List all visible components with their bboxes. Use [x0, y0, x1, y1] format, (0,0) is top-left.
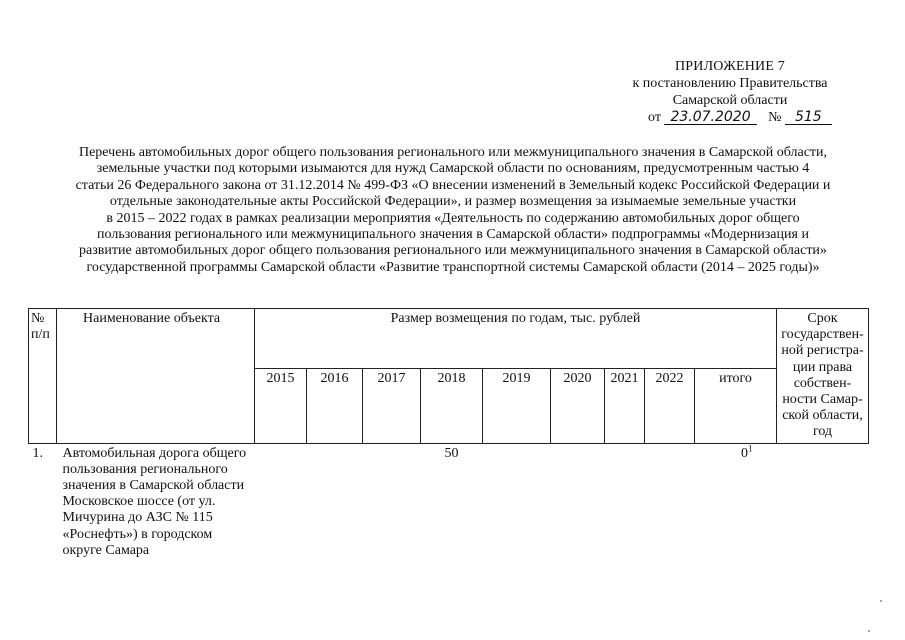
row-value-total — [695, 443, 777, 561]
header-row — [29, 309, 869, 369]
appendix-block — [600, 58, 860, 109]
title-line: государственной программы Самарской области «Развитие транспортной системы Самарской области (2014 – 2025 годы)» — [86, 259, 820, 275]
year-total-cell: итого — [695, 369, 777, 443]
title-line: отдельные законодательные акты Российской Федерации», и размер возмещения за изымаемые земельные участки — [109, 194, 797, 210]
footnote-mark: 1 — [748, 442, 753, 453]
row-value-2022 — [645, 443, 695, 561]
title-line: Перечень автомобильных дорог общего пользования регионального или межмуниципального значения в Самарской области, — [78, 145, 828, 160]
row-term — [777, 443, 869, 561]
scan-speck — [880, 600, 882, 602]
row-total-value: 0 — [741, 445, 748, 461]
header-name: Наименование объекта — [57, 309, 255, 444]
year-cell: 2015 — [255, 369, 307, 443]
header-term: Срок государствен-ной регистра-ции права собствен-ности Самар-ской области, год — [777, 309, 869, 444]
title-line: пользования регионального или межмуниципального значения в Самарской области» подпрограммы «Модернизация и — [97, 227, 809, 243]
resolution-number: 515 — [785, 110, 832, 125]
row-value-2021 — [605, 443, 645, 561]
row-value-2016 — [307, 443, 363, 561]
row-value-2019 — [483, 443, 551, 561]
appendix-title: ПРИЛОЖЕНИЕ 7 — [674, 59, 786, 74]
header-num: № п/п — [29, 309, 57, 444]
year-cell: 2018 — [421, 369, 483, 443]
row-num: 1. — [32, 445, 43, 461]
row-value-2020 — [551, 443, 605, 561]
year-cell: 2016 — [307, 369, 363, 443]
appendix-line-1: к постановлению Правительства — [632, 76, 828, 91]
header-compensation: Размер возмещения по годам, тыс. рублей — [255, 309, 777, 369]
year-cell: 2017 — [363, 369, 421, 443]
title-line: развитие автомобильных дорог общего пользования регионального или межмуниципального значения в Самарской области» — [79, 243, 827, 259]
document-title — [18, 145, 888, 276]
year-cell: 2020 — [551, 369, 605, 443]
title-line: в 2015 – 2022 годах в рамках реализации мероприятия «Деятельность по содержанию автомобильных дорог общего — [106, 210, 800, 226]
resolution-date: 23.07.2020 — [664, 110, 756, 125]
row-object-name: Автомобильная дорога общего пользования регионального значения в Самарской области Московское шоссе (от ул. Мичурина до АЗС № 115 «Роснефть») в городском округе Самара — [62, 445, 247, 558]
roads-table — [28, 308, 869, 561]
year-cell: 2021 — [605, 369, 645, 443]
row-value-2018: 50 — [444, 445, 459, 461]
row-value-2017 — [363, 443, 421, 561]
number-prefix: № — [768, 110, 782, 125]
table-row — [29, 443, 869, 561]
title-line: статьи 26 Федерального закона от 31.12.2014 № 499-ФЗ «О внесении изменений в Земельный кодекс Российской Федерации и — [75, 177, 831, 193]
appendix-line-2: Самарской области — [672, 93, 788, 108]
year-cell: 2022 — [645, 369, 695, 443]
resolution-date-number — [648, 110, 832, 126]
scan-speck — [868, 630, 870, 632]
row-value-2015 — [255, 443, 307, 561]
year-cell: 2019 — [483, 369, 551, 443]
title-line: земельные участки под которыми изымаются для нужд Самарской области по основаниям, предусмотренным частью 4 — [96, 161, 810, 177]
date-prefix: от — [648, 110, 661, 125]
